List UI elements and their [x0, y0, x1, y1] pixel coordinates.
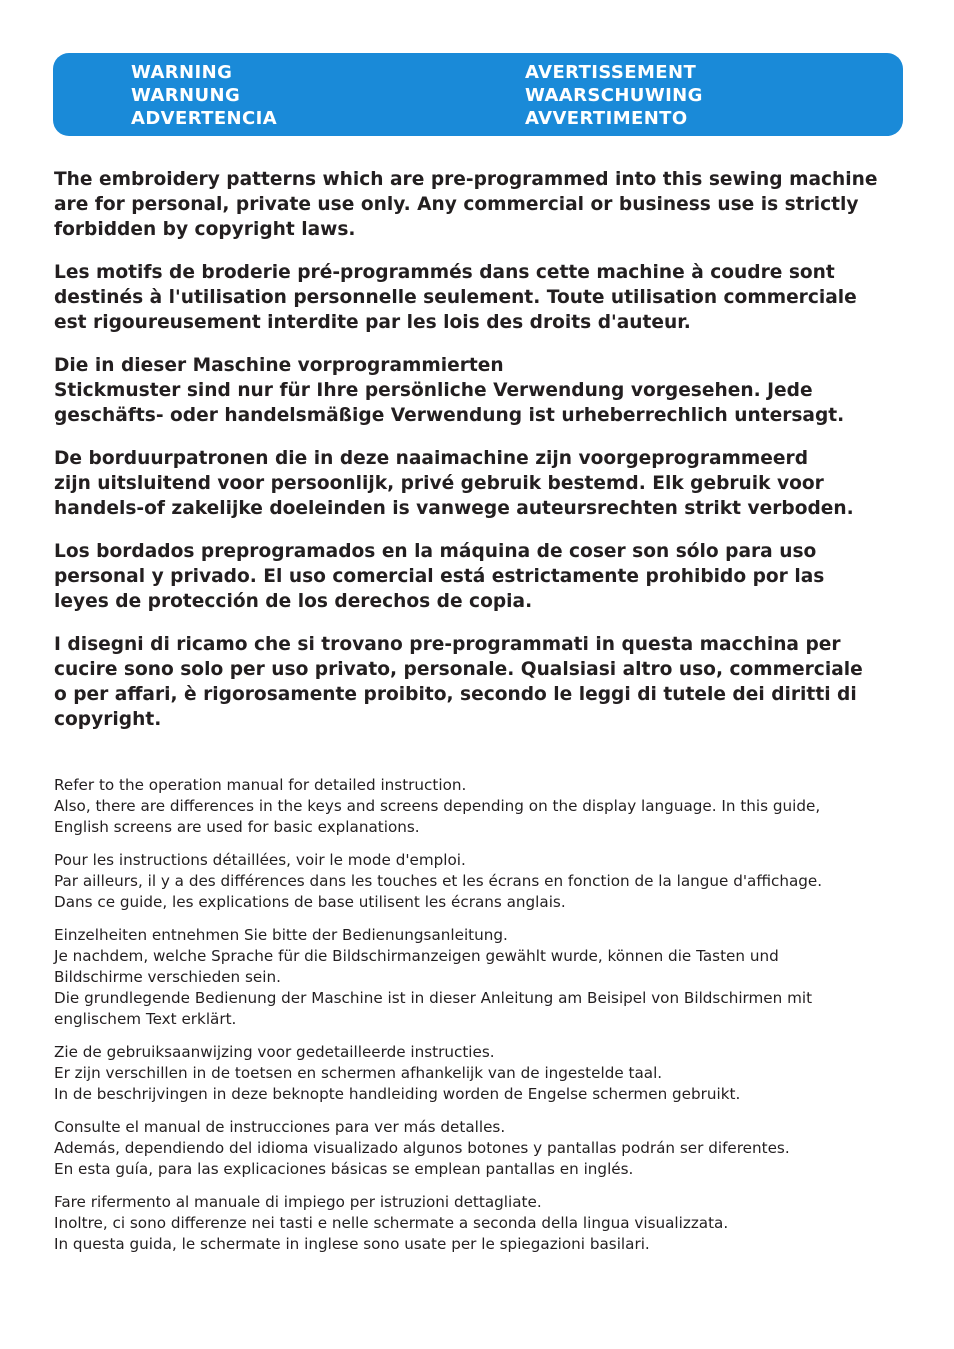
warning-paragraph-it	[54, 632, 904, 732]
text-line: De borduurpatronen die in deze naaimachine zijn voorgeprogrammeerd	[54, 448, 809, 469]
text-line: Die grundlegende Bedienung der Maschine ist in dieser Anleitung am Beisipel von Bildschirmen mit	[54, 989, 813, 1007]
text-line: Er zijn verschillen in de toetsen en schermen afhankelijk van de ingestelde taal.	[54, 1064, 663, 1082]
warning-heading-de: WARNUNG	[131, 85, 241, 106]
warning-paragraph-de	[54, 353, 904, 428]
text-line: Je nachdem, welche Sprache für die Bildschirmanzeigen gewählt wurde, können die Tasten und	[54, 947, 779, 965]
text-line: Los bordados preprogramados en la máquina de coser son sólo para uso	[54, 541, 817, 562]
text-line: destinés à l'utilisation personnelle seulement. Toute utilisation commerciale	[54, 287, 857, 308]
warning-banner-right-column	[525, 61, 703, 130]
text-line: In questa guida, le schermate in inglese sono usate per le spiegazioni basilari.	[54, 1235, 650, 1253]
text-line: are for personal, private use only. Any commercial or business use is strictly	[54, 194, 859, 215]
text-line: Inoltre, ci sono differenze nei tasti e nelle schermate a seconda della lingua visualizzata.	[54, 1214, 729, 1232]
note-paragraph-en	[54, 775, 914, 838]
warning-paragraph-nl	[54, 446, 904, 521]
warning-banner	[53, 53, 903, 136]
warning-paragraph-es	[54, 539, 904, 614]
text-line: forbidden by copyright laws.	[54, 219, 356, 240]
text-line: cucire sono solo per uso privato, personale. Qualsiasi altro uso, commerciale	[54, 659, 863, 680]
warning-paragraph-fr	[54, 260, 904, 335]
text-line: est rigoureusement interdite par les lois des droits d'auteur.	[54, 312, 691, 333]
manual-notes	[54, 775, 914, 1267]
warning-paragraph-en	[54, 167, 904, 242]
note-paragraph-de	[54, 925, 914, 1030]
text-line: I disegni di ricamo che si trovano pre-programmati in questa macchina per	[54, 634, 841, 655]
text-line: Dans ce guide, les explications de base utilisent les écrans anglais.	[54, 893, 566, 911]
text-line: Einzelheiten entnehmen Sie bitte der Bedienungsanleitung.	[54, 926, 508, 944]
text-line: The embroidery patterns which are pre-programmed into this sewing machine	[54, 169, 878, 190]
text-line: En esta guía, para las explicaciones básicas se emplean pantallas en inglés.	[54, 1160, 634, 1178]
text-line: Fare rifermento al manuale di impiego per istruzioni dettagliate.	[54, 1193, 542, 1211]
text-line: copyright.	[54, 709, 162, 730]
text-line: handels-of zakelijke doeleinden is vanwege auteursrechten strikt verboden.	[54, 498, 854, 519]
text-line: Par ailleurs, il y a des différences dans les touches et les écrans en fonction de la langue d'affichage.	[54, 872, 823, 890]
warning-heading-fr: AVERTISSEMENT	[525, 62, 697, 83]
text-line: personal y privado. El uso comercial está estrictamente prohibido por las	[54, 566, 825, 587]
warning-heading-en: WARNING	[131, 62, 233, 83]
note-paragraph-es	[54, 1117, 914, 1180]
note-paragraph-it	[54, 1192, 914, 1255]
text-line: zijn uitsluitend voor persoonlijk, privé gebruik bestemd. Elk gebruik voor	[54, 473, 824, 494]
text-line: Pour les instructions détaillées, voir le mode d'emploi.	[54, 851, 466, 869]
text-line: Stickmuster sind nur für Ihre persönliche Verwendung vorgesehen. Jede	[54, 380, 813, 401]
warning-heading-it: AVVERTIMENTO	[525, 108, 688, 129]
text-line: o per affari, è rigorosamente proibito, secondo le leggi di tutele dei diritti di	[54, 684, 857, 705]
warning-heading-es: ADVERTENCIA	[131, 108, 278, 129]
text-line: Die in dieser Maschine vorprogrammierten	[54, 355, 504, 376]
text-line: In de beschrijvingen in deze beknopte handleiding worden de Engelse schermen gebruikt.	[54, 1085, 741, 1103]
text-line: Also, there are differences in the keys and screens depending on the display language. In this guide,	[54, 797, 821, 815]
text-line: Refer to the operation manual for detailed instruction.	[54, 776, 467, 794]
warning-banner-left-column	[131, 61, 277, 130]
text-line: leyes de protección de los derechos de copia.	[54, 591, 533, 612]
text-line: Además, dependiendo del idioma visualizado algunos botones y pantallas podrán ser diferentes.	[54, 1139, 790, 1157]
text-line: Zie de gebruiksaanwijzing voor gedetailleerde instructies.	[54, 1043, 495, 1061]
copyright-warnings	[54, 167, 904, 750]
text-line: Consulte el manual de instrucciones para ver más detalles.	[54, 1118, 506, 1136]
note-paragraph-nl	[54, 1042, 914, 1105]
text-line: geschäfts- oder handelsmäßige Verwendung ist urheberrechlich untersagt.	[54, 405, 845, 426]
note-paragraph-fr	[54, 850, 914, 913]
warning-heading-nl: WAARSCHUWING	[525, 85, 703, 106]
text-line: Bildschirme verschieden sein.	[54, 968, 281, 986]
text-line: englischem Text erklärt.	[54, 1010, 237, 1028]
text-line: English screens are used for basic explanations.	[54, 818, 420, 836]
text-line: Les motifs de broderie pré-programmés dans cette machine à coudre sont	[54, 262, 835, 283]
